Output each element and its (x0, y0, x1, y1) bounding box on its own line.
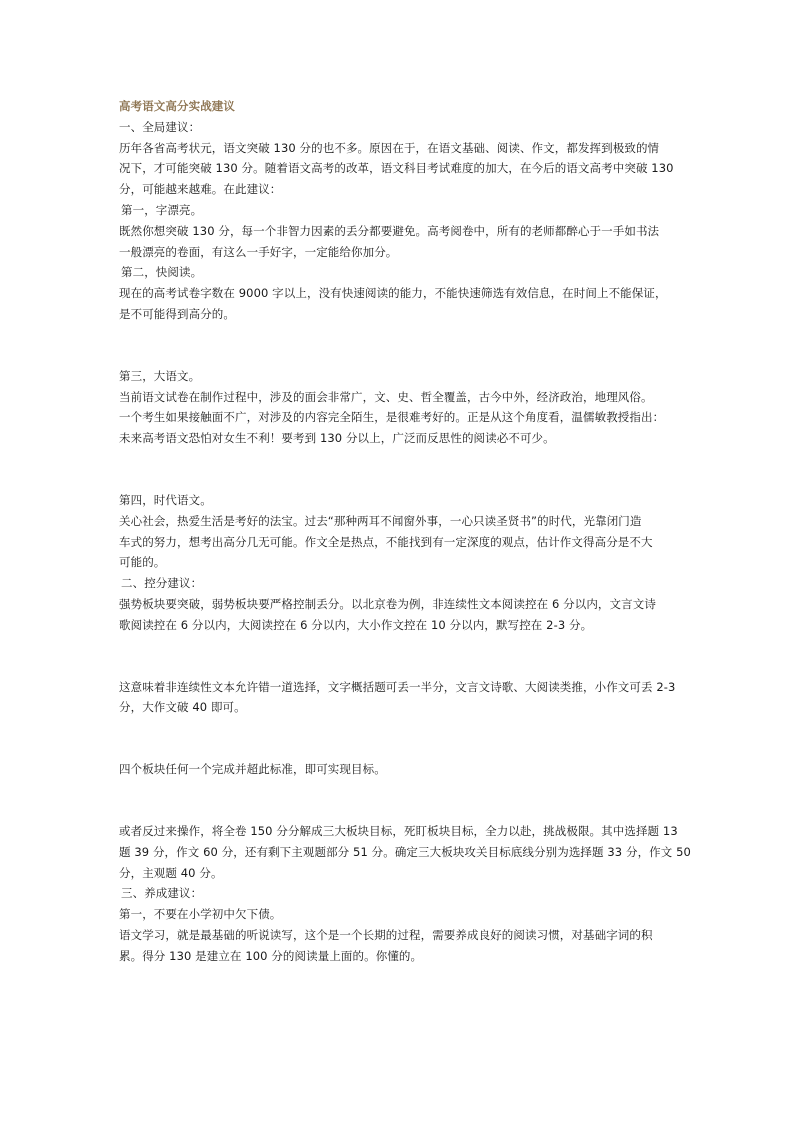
document-title: 高考语文高分实战建议 (119, 99, 235, 113)
paragraph-gap (119, 780, 679, 821)
text-line: 况下，才可能突破 130 分。随着语文高考的改革，语文科目考试难度的加大，在今后的语文高考中突破 130 (119, 161, 674, 176)
section-heading-habit-building: 三、养成建议： (121, 886, 203, 901)
text-line: 是不可能得到高分的。 (119, 306, 235, 321)
text-line: 当前语文试卷在制作过程中，涉及的面会非常广，文、史、哲全覆盖，古今中外，经济政治，地理风俗。 (119, 389, 653, 404)
text-line: 关心社会，热爱生活是考好的法宝。过去“那种两耳不闻窗外事，一心只读圣贤书”的时代，光靠闭门造 (119, 513, 642, 528)
subheading-contemporary-chinese: 第四，时代语文。 (119, 492, 212, 507)
text-line: 分，主观题 40 分。 (119, 865, 223, 880)
text-line: 车式的努力，想考出高分几无可能。作文全是热点，不能找到有一定深度的观点，估计作文得高分是不大 (119, 534, 653, 549)
text-line: 分，大作文破 40 即可。 (119, 700, 246, 715)
text-line: 这意味着非连续性文本允许错一道选择，文字概括题可丢一半分，文言文诗歌、大阅读类推，小作文可丢 2-3 (119, 679, 676, 694)
section-block-b (119, 366, 679, 449)
paragraph-gap (119, 636, 679, 677)
paragraph-gap (119, 718, 679, 759)
document-page (119, 96, 691, 967)
text-line: 历年各省高考状元，语文突破 130 分的也不多。原因在于，在语文基础、阅读、作文，都发挥到极致的情 (119, 140, 660, 155)
text-line: 一般漂亮的卷面，有这么一手好字，一定能给你加分。 (119, 244, 398, 259)
text-line: 未来高考语文恐怕对女生不利！要考到 130 分以上，广泛而反思性的阅读必不可少。 (119, 431, 555, 446)
section-heading-overall: 一、全局建议： (119, 119, 201, 134)
paragraph-gap (119, 449, 679, 490)
text-line: 累。得分 130 是建立在 100 分的阅读量上面的。你懂的。 (119, 948, 423, 963)
text-line: 或者反过来操作，将全卷 150 分分解成三大板块目标，死盯板块目标，全力以赴，挑战极限。其中选择题 13 (119, 823, 678, 838)
subheading-fast-reading: 第二，快阅读。 (121, 265, 203, 280)
text-line: 既然你想突破 130 分，每一个非智力因素的丢分都要避免。高考阅卷中，所有的老师都醉心于一手如书法 (119, 223, 660, 238)
text-line: 强势板块要突破，弱势板块要严格控制丢分。以北京卷为例，非连续性文本阅读控在 6 分以内，文言文诗 (119, 596, 656, 611)
section-block-e (119, 759, 679, 780)
subheading-broad-chinese: 第三，大语文。 (119, 368, 201, 383)
text-line: 可能的。 (119, 555, 166, 570)
section-block-c (119, 490, 679, 636)
subheading-handwriting: 第一，字漂亮。 (121, 202, 203, 217)
text-line: 一个考生如果接触面不广，对涉及的内容完全陌生，是很难考好的。正是从这个角度看，温儒敏教授指出： (119, 410, 665, 425)
paragraph-gap (119, 325, 679, 366)
section-block-a (119, 117, 679, 325)
subheading-no-debt: 第一，不要在小学初中欠下债。 (119, 907, 282, 922)
section-block-f (119, 821, 691, 967)
text-line: 语文学习，就是最基础的听说读写，这个是一个长期的过程，需要养成良好的阅读习惯，对基础字词的积 (119, 927, 653, 942)
section-block-d (119, 677, 679, 719)
text-line: 分，可能越来越难。在此建议： (119, 182, 282, 197)
text-line: 现在的高考试卷字数在 9000 字以上，没有快速阅读的能力，不能快速筛选有效信息，在时间上不能保证， (119, 286, 667, 301)
text-line: 歌阅读控在 6 分以内，大阅读控在 6 分以内，大小作文控在 10 分以内，默写控在 2-3 分。 (119, 617, 593, 632)
section-heading-score-control: 二、控分建议： (121, 576, 203, 591)
text-line: 题 39 分，作文 60 分，还有剩下主观题部分 51 分。确定三大板块攻关目标底线分别为选择题 33 分，作文 50 (119, 844, 691, 859)
text-line: 四个板块任何一个完成并超此标准，即可实现目标。 (119, 762, 386, 777)
